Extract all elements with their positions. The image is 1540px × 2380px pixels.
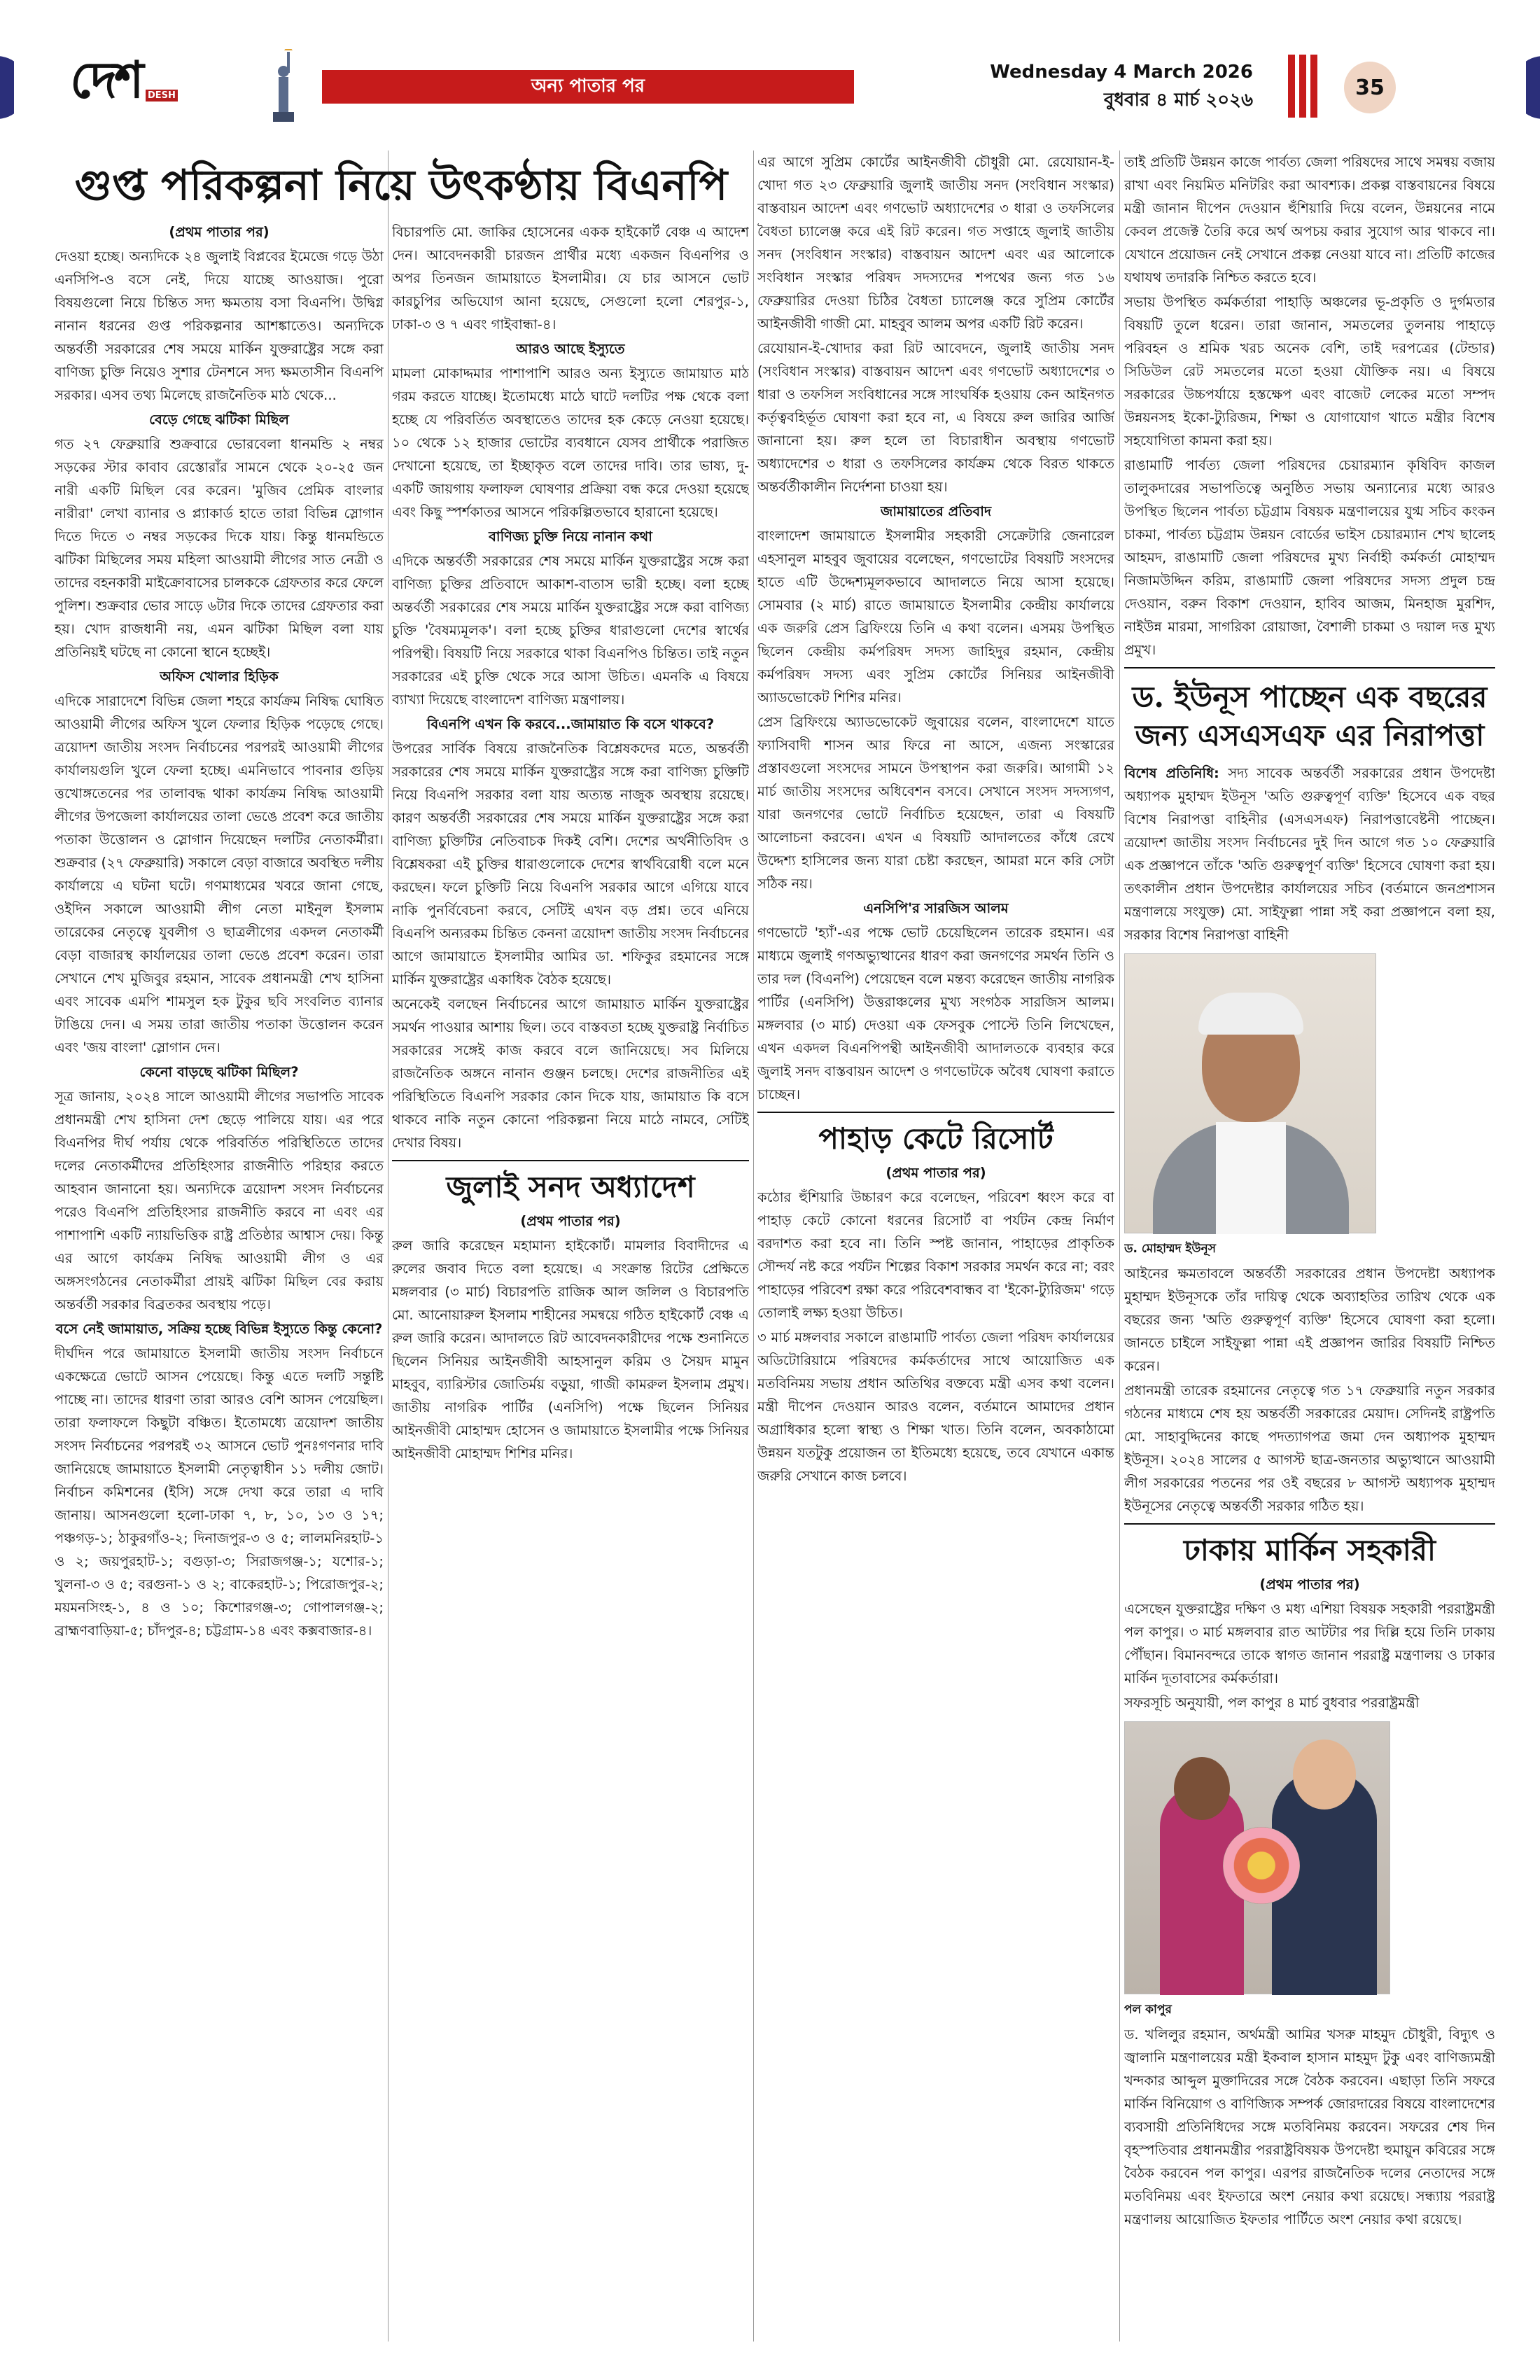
paragraph: প্রধানমন্ত্রী তারেক রহমানের নেতৃত্বে গত ১৭ ফেব্রুয়ারি নতুন সরকার গঠনের মাধ্যমে শেষ হয় অন্তর্বর্তী সরকারের মেয়াদ। সেদিনই রাষ্ট্রপতি মো. সাহাবুদ্দিনের কাছে পদত্যাগপত্র জমা দেন অধ্যাপক মুহাম্মদ ইউনূস। ২০২৪ সালের ৫ আগস্ট ছাত্র-জনতার অভ্যুত্থানে আওয়ামী লীগ সরকারের পতনের পর ওই বছরের ৮ আগস্ট অধ্যাপক মুহাম্মদ ইউনূসের নেতৃত্বে অন্তর্বর্তী সরকার গঠিত হয়। <box>1124 1382 1495 1515</box>
us-assistant-headline[interactable]: ঢাকায় মার্কিন সহকারী <box>1184 1533 1436 1568</box>
page-number: 35 <box>1344 62 1396 113</box>
paragraph: সফরসূচি অনুযায়ী, পল কাপুর ৪ মার্চ বুধবার পররাষ্ট্রমন্ত্রী <box>1124 1694 1420 1711</box>
paragraph: রেযোয়ান-ই-খোদার করা রিট আবেদনে, জুলাই জাতীয় সনদ (সংবিধান সংস্কার) বাস্তবায়ন আদেশ এবং গণভোট অধ্যাদেশের ৩ ধারা ও তফসিল সংবিধানের সঙ্গে সাংঘর্ষিক হওয়ায় কেন আইনগত কর্তৃত্ববহির্ভূত ঘোষণা করা হবে না, এ বিষয়ে রুল জারির আর্জি জানানো হয়। রুল হলে তা বিচারাধীন অবস্থায় গণভোট অধ্যাদেশের ৩ ধারা ও তফসিলের কার্যক্রম থেকে বিরত থাকতে অন্তর্বর্তীকালীন নির্দেশনা চাওয়া হয়। <box>757 340 1114 495</box>
hill-resort-headline[interactable]: পাহাড় কেটে রিসোর্ট <box>818 1121 1054 1156</box>
subheading: বাণিজ্য চুক্তি নিয়ে নানান কথা <box>489 528 652 545</box>
paragraph: তাই প্রতিটি উন্নয়ন কাজে পার্বত্য জেলা পরিষদের সাথে সমন্বয় বজায় রাখা এবং নিয়মিত মনিটরিং করা আবশ্যক। প্রকল্প বাস্তবায়নের বিষয়ে মন্ত্রী জানান দীপেন দেওয়ান হুঁশিয়ারি দিয়ে বলেন, উন্নয়নের নামে কেবল প্রজেক্ট তৈরি করে অর্থ অপচয় করার সুযোগ আর থাকবে না। যেখানে প্রয়োজন নেই সেখানে প্রকল্প নেওয়া যাবে না। প্রতিটি কাজের যথাযথ তদারকি নিশ্চিত করতে হবে। <box>1124 154 1495 286</box>
paragraph: ৩ মার্চ মঙ্গলবার সকালে রাঙামাটি পার্বত্য জেলা পরিষদ কার্যালয়ের অডিটোরিয়ামে পরিষদের কর্মকর্তাদের সাথে আয়োজিত এক মতবিনিময় সভায় প্রধান অতিথির বক্তব্যে মন্ত্রী এসব কথা বলেন। মন্ত্রী দীপেন দেওয়ান আরও বলেন, বর্তমানে আমাদের প্রধান অগ্রাধিকার হলো স্বাস্থ্য ও শিক্ষা খাত। তিনি বলেন, অবকাঠামো উন্নয়ন যতটুকু প্রয়োজন তা ইতিমধ্যে হয়েছে, তবে যেখানে একান্ত জরুরি সেখানে কাজ চলবে। <box>757 1329 1114 1484</box>
date-english: Wednesday 4 March 2026 <box>990 62 1253 83</box>
main-headline[interactable]: গুপ্ত পরিকল্পনা নিয়ে উৎকণ্ঠায় বিএনপি <box>74 161 728 210</box>
yunus-headline[interactable]: ড. ইউনূস পাচ্ছেন এক বছরের জন্য এসএসএফ এর নিরাপত্তা <box>1132 680 1488 752</box>
paragraph: কঠোর হুঁশিয়ারি উচ্চারণ করে বলেছেন, পরিবেশ ধ্বংস করে বা পাহাড় কেটে কোনো ধরনের রিসোর্ট বা পর্যটন কেন্দ্র নির্মাণ বরদাশত করা হবে না। তিনি স্পষ্ট জানান, পাহাড়ের প্রাকৃতিক সৌন্দর্য নষ্ট করে পর্যটন শিল্পের বিকাশ সরকার সমর্থন করে না; বরং পাহাড়ের পরিবেশ রক্ষা করে পরিবেশবান্ধব বা 'ইকো-ট্যুরিজম' গড়ে তোলাই লক্ষ্য হওয়া উচিত। <box>757 1189 1114 1321</box>
photo-caption: ড. মোহাম্মদ ইউনূস <box>1124 1242 1216 1256</box>
kicker: (প্রথম পাতার পর) <box>169 224 270 240</box>
divider <box>1124 1523 1495 1525</box>
subheading: বিএনপি এখন কি করবে...জামায়াত কি বসে থাকবে? <box>426 716 715 732</box>
divider <box>392 1160 749 1161</box>
photo-caption: পল কাপুর <box>1124 2002 1172 2017</box>
column-rule <box>753 150 754 2342</box>
column-3 <box>757 150 1114 2342</box>
statue-of-liberty-icon <box>259 49 308 122</box>
subheading: বেড়ে গেছে ঝটিকা মিছিল <box>149 412 289 428</box>
paragraph: রুল জারি করেছেন মহামান্য হাইকোর্ট। মামলার বিবাদীদের এ রুলের জবাব দিতে বলা হয়েছে। এ সংক্রান্ত রিটের প্রেক্ষিতে মঙ্গলবার (৩ মার্চ) বিচারপতি রাজিক আল জলিল ও বিচারপতি মো. আনোয়ারুল ইসলাম শাহীনের সমন্বয়ে গঠিত হাইকোর্ট বেঞ্চ এ রুল জারি করেন। আদালতে রিট আবেদনকারীদের পক্ষে শুনানিতে ছিলেন সিনিয়র আইনজীবী আহসানুল করিম ও সৈয়দ মামুন মাহবুব, ব্যারিস্টার জোতির্ময় বড়ুয়া, গাজী কামরুল ইসলাম প্রমুখ। জাতীয় নাগরিক পার্টির (এনসিপি) পক্ষে ছিলেন সিনিয়র আইনজীবী মোহাম্মদ হোসেন ও জামায়াতে ইসলামীর পক্ষে সিনিয়র আইনজীবী মোহাম্মদ শিশির মনির। <box>392 1237 749 1462</box>
subheading: জামায়াতের প্রতিবাদ <box>880 503 992 519</box>
paragraph: এদিকে সারাদেশে বিভিন্ন জেলা শহরে কার্যক্রম নিষিদ্ধ ঘোষিত আওয়ামী লীগের অফিস খুলে ফেলার হিড়িক পড়েছে গেছে। ত্রয়োদশ জাতীয় সংসদ নির্বাচনের পরপরই আওয়ামী লীগের কার্যালয়গুলি খুলে ফেলা হচ্ছে। এমনিভাবে পাবনার গুড়িয় ত্তখোঙ্গতেনের পর তালাবদ্ধ থাকা কার্যক্রম নিষিদ্ধ আওয়ামী লীগের উপজেলা কার্যালয়ের তালা ভেঙে প্রবেশ করে জাতীয় পতাকা উত্তোলন ও স্লোগান দিয়েছেন দলটির নেতাকর্মীরা। শুক্রবার (২৭ ফেব্রুয়ারি) সকালে বেড়া বাজারে অবস্থিত দলীয় কার্যালয়ে এ ঘটনা ঘটে। গণমাধ্যমের খবরে জানা গেছে, ওইদিন সকালে আওয়ামী লীগ নেতা মাইনুল ইসলাম তারেকের নেতৃত্বে যুবলীগ ও ছাত্রলীগের একদল নেতাকর্মী বেড়া বাজারস্থ কার্যালয়ের তালা ভেঙে প্রবেশ করেন। তারা সেখানে শেখ মুজিবুর রহমান, সাবেক প্রধানমন্ত্রী শেখ হাসিনা এবং সাবেক এমপি শামসুল হক টুকুর ছবি সংবলিত ব্যানার টাঙিয়ে দেন। এ সময় তারা জাতীয় পতাকা উত্তোলন করেন এবং 'জয় বাংলা' স্লোগান দেন। <box>55 693 384 1056</box>
paragraph: উপরের সার্বিক বিষয়ে রাজনৈতিক বিশ্লেষকদের মতে, অন্তর্বর্তী সরকারের শেষ সময়ে মার্কিন যুক্তরাষ্ট্রের সঙ্গে করা বাণিজ্য চুক্তিটি নিয়ে বিএনপি সরকার বলা যায় অত্যন্ত নাজুক অবস্থায় রয়েছে। কারণ অন্তর্বর্তী সরকারের শেষ সময়ে মার্কিন যুক্তরাষ্ট্রের সঙ্গে করা বাণিজ্য চুক্তিটির নেতিবাচক দিকই বেশি। দেশের অর্থনীতিবিদ ও বিশ্লেষকরা এই চুক্তির ধারাগুলোকে দেশের স্বার্থবিরোধী বলে মনে করছেন। ফলে চুক্তিটি নিয়ে বিএনপি সরকার আগে এগিয়ে যাবে নাকি পুনর্বিবেচনা করবে, সেটিই এখন বড় প্রশ্ন। তবে এনিয়ে বিএনপি অন্যরকম চিন্তিত কেননা ত্রয়োদশ জাতীয় সংসদ নির্বাচনের আগে জামায়াতে ইসলামীর আমির ডা. শফিকুর রহমানের সঙ্গে মার্কিন যুক্তরাষ্ট্রের একাধিক বৈঠক হয়েছে। <box>392 741 749 988</box>
column-rule <box>1119 150 1120 2342</box>
paragraph: মামলা মোকাদ্দমার পাশাপাশি আরও অন্য ইস্যুতে জামায়াত মাঠ গরম করতে যাচ্ছে। ইতোমধ্যে মাঠে ঘাটে দলটির পক্ষ থেকে বলা হচ্ছে যে পরিবর্তিত অবস্থাতেও তাদের হক কেড়ে নেওয়া হয়েছে। ১০ থেকে ১২ হাজার ভোটের ব্যবধানে যেসব প্রার্থীকে পরাজিত দেখানো হয়েছে, তা ইচ্ছাকৃত বলে তাদের দাবি। তার ভাষ্য, দু-একটি জায়গায় ফলাফল ঘোষণার প্রক্রিয়া বন্ধ করে দেওয়া হয়েছে এবং কিছু স্পর্শকাতর আসনে পরিকল্পিতভাবে হারানো হয়েছে। <box>392 365 749 520</box>
paragraph: সূত্র জানায়, ২০২৪ সালে আওয়ামী লীগের সভাপতি সাবেক প্রধানমন্ত্রী শেখ হাসিনা দেশ ছেড়ে পালিয়ে যায়। এর পরে বিএনপির দীর্ঘ পর্যায় থেকে পরিবর্তিত পরিস্থিতিতে তাদের দলের নেতাকর্মীদের প্রতিহিংসার রাজনীতি পরিহার করতে আহবান জানানো হয়। অন্যদিকে ত্রয়োদশ সংসদ নির্বাচনের পরেও বিএনপি প্রতিহিংসার রাজনীতি করবে না এবং এর পাশাপাশি একটি ন্যায়ভিত্তিক রাষ্ট্র প্রতিষ্ঠার আশ্বাস দেয়। কিন্তু এর আগে কার্যক্রম নিষিদ্ধ আওয়ামী লীগ ও এর অঙ্গসংগঠনের নেতাকর্মীরা প্রায়ই ঝটিকা মিছিল বের করায় অন্তর্বর্তী সরকার বিব্রতকর অবস্থায় পড়ে। <box>55 1088 384 1312</box>
date-bengali: বুধবার ৪ মার্চ ২০২৬ <box>1103 90 1253 111</box>
paragraph: গণভোটে 'হ্যাঁ'-এর পক্ষে ভোট চেয়েছিলেন তারেক রহমান। এর মাধ্যমে জুলাই গণঅভ্যুত্থানের ধারণ করা জনগণের সমর্থন তিনি ও তার দল (বিএনপি) পেয়েছেন বলে মন্তব্য করেছেন জাতীয় নাগরিক পার্টির (এনসিপি) উত্তরাঞ্চলের মুখ্য সংগঠক সারজিস আলম। মঙ্গলবার (৩ মার্চ) দেওয়া এক ফেসবুক পোস্টে তিনি লিখেছেন, এখন একদল বিএনপিপন্থী আইনজীবী আদালতকে ব্যবহার করে জুলাই সনদ বাস্তবায়ন আদেশ ও গণভোটকে অবৈধ ঘোষণা করাতে চাচ্ছেন। <box>757 925 1114 1102</box>
kicker: (প্রথম পাতার পর) <box>886 1164 986 1181</box>
july-charter-headline[interactable]: জুলাই সনদ অধ্যাদেশ <box>446 1170 695 1204</box>
newspaper-logo[interactable]: দেশ DESH <box>70 49 182 119</box>
subheading: এনসিপি'র সারজিস আলম <box>863 900 1009 916</box>
subheading: আরও আছে ইস্যুতে <box>516 341 625 357</box>
page-marker-icon <box>1288 55 1324 118</box>
kicker: (প্রথম পাতার পর) <box>1259 1576 1360 1592</box>
left-corner-decoration <box>0 56 28 119</box>
divider <box>1124 667 1495 668</box>
lead-text: সদ্য সাবেক অন্তর্বর্তী সরকারের প্রধান উপদেষ্টা অধ্যাপক মুহাম্মদ ইউনূস 'অতি গুরুত্বপূর্ণ ব্যক্তি' হিসেবে এক বছর বিশেষ নিরাপত্তা বাহিনীর (এসএসএফ) নিরাপত্তাবেষ্টনী পাচ্ছেন। ত্রয়োদশ জাতীয় সংসদ নির্বাচনের দুই দিন আগে গত ১০ ফেব্রুয়ারি এক প্রজ্ঞাপনে তাঁকে 'অতি গুরুত্বপূর্ণ ব্যক্তি' হিসেবে ঘোষণা করা হয়। তৎকালীন প্রধান উপদেষ্টার কার্যালয়ের সচিব (বর্তমানে জনপ্রশাসন মন্ত্রণালয়ে সংযুক্ত) মো. সাইফুল্লা পান্না সই করা প্রজ্ঞাপনে বলা হয়, সরকার বিশেষ নিরাপত্তা বাহিনী <box>1124 765 1495 944</box>
paragraph: দীর্ঘদিন পরে জামায়াতে ইসলামী জাতীয় সংসদ নির্বাচনে একক্ষেত্রে ভোটে আসন পেয়েছে। কিন্তু এতে দলটি সন্তুষ্টি পাচ্ছে না। তাদের ধারণা তারা আরও বেশি আসন পেয়েছিল। তারা ফলাফলে কিছুটা বঞ্চিত। ইতোমধ্যে ত্রয়োদশ জাতীয় সংসদ নির্বাচনের পরপরই ৩২ আসনে ভোট পুনঃগণনার দাবি জানিয়েছে জামায়াতে ইসলামী নেতৃত্বাধীন ১১ দলীয় জোট। নির্বাচন কমিশনের (ইসি) সঙ্গে দেখা করে তারা এ দাবি জানায়। আসনগুলো হলো-ঢাকা ৭, ৮, ১০, ১৩ ও ১৭; পঞ্চগড়-১; ঠাকুরগাঁও-২; দিনাজপুর-৩ ও ৫; লালমনিরহাট-১ ও ২; জয়পুরহাট-১; বগুড়া-৩; সিরাজগঞ্জ-১; যশোর-১; খুলনা-৩ ও ৫; বরগুনা-১ ও ২; বাকেরহাট-১; পিরোজপুর-২; ময়মনসিংহ-১, ৪ ও ১০; কিশোরগঞ্জ-৩; গোপালগঞ্জ-২; ব্রাহ্মণবাড়িয়া-৫; চাঁদপুর-৪; চট্টগ্রাম-১৪ এবং কক্সবাজার-৪। <box>55 1345 384 1639</box>
column-2 <box>392 220 749 2342</box>
column-1 <box>55 220 384 2342</box>
date-block <box>917 62 1253 116</box>
yunus-photo[interactable] <box>1124 953 1376 1233</box>
paragraph: এর আগে সুপ্রিম কোর্টের আইনজীবী চৌধুরী মো. রেযোয়ান-ই-খোদা গত ২৩ ফেব্রুয়ারি জুলাই জাতীয় সনদ (সংবিধান সংস্কার) বাস্তবায়ন আদেশ এবং গণভোট অধ্যাদেশের ৩ ধারা ও তফসিলের বৈধতা চ্যালেঞ্জ করে এই রিট করেন। গত সপ্তাহে জুলাই জাতীয় সনদ (সংবিধান সংস্কার) বাস্তবায়ন আদেশ এবং এর আলোকে সংবিধান সংস্কার পরিষদ সদস্যদের শপথের জন্য গত ১৬ ফেব্রুয়ারির দেওয়া চিঠির বৈধতা চ্যালেঞ্জ করে সুপ্রিম কোর্টের আইনজীবী গাজী মো. মাহবুব আলম অপর একটি রিট করেন। <box>757 154 1114 332</box>
paragraph: ড. খলিলুর রহমান, অর্থমন্ত্রী আমির খসরু মাহমুদ চৌধুরী, বিদ্যুৎ ও জ্বালানি মন্ত্রণালয়ের মন্ত্রী ইকবাল হাসান মাহমুদ টুকু এবং বাণিজ্যমন্ত্রী খন্দকার আব্দুল মুক্তাদিরের সঙ্গে বৈঠক করবেন। এছাড়া তিনি সফরে মার্কিন বিনিয়োগ ও বাণিজ্যিক সম্পর্ক জোরদারের বিষয়ে বাংলাদেশের ব্যবসায়ী প্রতিনিধিদের সঙ্গে মতবিনিময় করবেন। সফরের শেষ দিন বৃহস্পতিবার প্রধানমন্ত্রীর পররাষ্ট্রবিষয়ক উপদেষ্টা হুমায়ুন কবিরের সঙ্গে বৈঠক করবেন পল কাপুর। এরপর রাজনৈতিক দলের নেতাদের সঙ্গে মতবিনিময় এবং ইফতারে অংশ নেয়ার কথা রয়েছে। সন্ধ্যায় পররাষ্ট্র মন্ত্রণালয় আয়োজিত ইফতার পার্টিতে অংশ নেয়ার কথা রয়েছে। <box>1124 2026 1495 2227</box>
paragraph <box>1124 762 1495 946</box>
paragraph: আইনের ক্ষমতাবলে অন্তর্বর্তী সরকারের প্রধান উপদেষ্টা অধ্যাপক মুহাম্মদ ইউনূসকে তাঁর দায়িত্ব থেকে অব্যাহতির তারিখ থেকে এক বছরের জন্য 'অতি গুরুত্বপূর্ণ ব্যক্তি' হিসেবে ঘোষণা করা হলো। জানতে চাইলে সাইফুল্লা পান্না এই প্রজ্ঞাপন জারির বিষয়টি নিশ্চিত করেন। <box>1124 1266 1495 1375</box>
paragraph: এদিকে অন্তর্বর্তী সরকারের শেষ সময়ে মার্কিন যুক্তরাষ্ট্রের সঙ্গে করা বাণিজ্য চুক্তির প্রতিবাদে আকাশ-বাতাস ভারী হচ্ছে। বলা হচ্ছে অন্তর্বর্তী সরকারের শেষ সময়ে মার্কিন যুক্তরাষ্ট্রের সঙ্গে করা বাণিজ্য চুক্তি 'বৈষম্যমূলক'। বলা হচ্ছে চুক্তির ধারাগুলো দেশের স্বার্থের পরিপন্থী। বিষয়টি নিয়ে সরকারে থাকা বিএনপিও চিন্তিত। তাই নতুন সরকারের এই চুক্তি থেকে সরে আসা উচিত। এমনকি এ বিষয়ে ব্যাখ্যা দিয়েছে বাংলাদেশ বাণিজ্য মন্ত্রণালয়। <box>392 553 749 708</box>
divider <box>757 1112 1114 1113</box>
paul-kapur-photo[interactable] <box>1124 1721 1390 1994</box>
paragraph: বিচারপতি মো. জাকির হোসেনের একক হাইকোর্ট বেঞ্চ এ আদেশ দেন। আবেদনকারী চারজন প্রার্থীর মধ্যে একজন বিএনপির ও অপর তিনজন জামায়াতে ইসলামীর। যে চার আসনে ভোট কারচুপির অভিযোগ আনা হয়েছে, সেগুলো হলো শেরপুর-১, ঢাকা-৩ ও ৭ এবং গাইবান্ধা-৪। <box>392 224 749 332</box>
column-4 <box>1124 150 1495 2342</box>
subheading: অফিস খোলার হিড়িক <box>160 668 279 685</box>
right-corner-decoration <box>1512 56 1540 119</box>
lead-label: বিশেষ প্রতিনিধি: <box>1124 765 1219 782</box>
subheading: কেনো বাড়ছে ঝটিকা মিছিল? <box>139 1064 299 1080</box>
paragraph: এসেছেন যুক্তরাষ্ট্রের দক্ষিণ ও মধ্য এশিয়া বিষয়ক সহকারী পররাষ্ট্রমন্ত্রী পল কাপুর। ৩ মার্চ মঙ্গলবার রাত আটটার পর দিল্লি হয়ে তিনি ঢাকায় পৌঁছান। বিমানবন্দরে তাকে স্বাগত জানান পররাষ্ট্র মন্ত্রণালয় ও ঢাকার মার্কিন দূতাবাসের কর্মকর্তারা। <box>1124 1600 1495 1686</box>
masthead <box>28 49 1512 126</box>
paragraph: গত ২৭ ফেব্রুয়ারি শুক্রবারে ভোরবেলা ধানমন্ডি ২ নম্বর সড়কের স্টার কাবাব রেস্তোরাঁর সামনে থেকে ২০-২৫ জন নারী একটি মিছিল বের করেন। 'মুজিব প্রেমিক বাংলার নারীরা' লেখা ব্যানার ও প্ল্যাকার্ড হাতে তারা বিভিন্ন স্লোগান দিতে দিতে ৩ নম্বর সড়কের দিকে যায়। কিন্তু ধানমন্ডিতে ঝটিকা মিছিলের সময় মহিলা আওয়ামী লীগের সাত নেত্রী ও তাদের বহনকারী মাইক্রোবাসের চালককে গ্রেফতার করে ফেলে পুলিশ। শুক্রবার ভোর সাড়ে ৬টার দিকে তাদের গ্রেফতার করা হয়। খোদ রাজধানী নয়, এমন ঝটিকা মিছিল বলা যায় প্রতিনিয়ই ঘটছে না কোনো স্থানে হচ্ছেই। <box>55 436 384 660</box>
kicker: (প্রথম পাতার পর) <box>520 1212 621 1229</box>
section-ribbon: অন্য পাতার পর <box>322 70 854 104</box>
paragraph: প্রেস ব্রিফিংয়ে অ্যাডভোকেট জুবায়ের বলেন, বাংলাদেশে যাতে ফ্যাসিবাদী শাসন আর ফিরে না আসে, এজন্য সংস্কারের প্রস্তাবগুলো সংসদের সামনে উপস্থাপন করা জরুরি। আগামী ১২ মার্চ জাতীয় সংসদের অধিবেশন বসবে। সেখানে সংসদ সদস্যগণ, যারা জনগণের ভোটে নির্বাচিত হয়েছেন, তারা এ বিষয়টি আলোচনা করবেন। এখন এ বিষয়টি আদালতের কাঁধে রেখে উদ্দেশ্য হাসিলের জন্য যারা চেষ্টা করছেন, আমরা মনে করি সেটা সঠিক নয়। <box>757 714 1114 892</box>
paragraph: দেওয়া হচ্ছে। অন্যদিকে ২৪ জুলাই বিপ্লবের ইমেজে গড়ে উঠা এনসিপি-ও বসে নেই, দিয়ে যাচ্ছে আওয়াজ। পুরো বিষয়গুলো নিয়ে চিন্তিত সদ্য ক্ষমতায় বসা বিএনপি। উদ্বিগ্ন নানান ধরনের গুপ্ত পরিকল্পনার আশঙ্কাতেও। অন্যদিকে অন্তর্বর্তী সরকারের শেষ সময়ে মার্কিন যুক্তরাষ্ট্রের সঙ্গে করা বাণিজ্য চুক্তি নিয়েও সুশার টেনশনে সদ্য ক্ষমতাসীন বিএনপি সরকার। এসব তথ্য মিলেছে রাজনৈতিক মাঠ থেকে... <box>55 248 384 403</box>
paragraph: সভায় উপস্থিত কর্মকর্তারা পাহাড়ি অঞ্চলের ভূ-প্রকৃতি ও দুর্গমতার বিষয়টি তুলে ধরেন। তারা জানান, সমতলের তুলনায় পাহাড়ে পরিবহন ও শ্রমিক খরচ অনেক বেশি, তাই দরপত্রের (টেন্ডার) সিডিউল রেট সমতলের মতো হওয়া যৌক্তিক নয়। এ বিষয়ে সরকারের উচ্চপর্যায়ে হস্তক্ষেপ এবং বাজেট লেকের মতো সম্পদ উন্নয়নসহ ইকো-ট্যুরিজম, শিক্ষা ও যোগাযোগ খাতে মন্ত্রীর বিশেষ সহযোগিতা কামনা করা হয়। <box>1124 294 1495 449</box>
paragraph: বাংলাদেশ জামায়াতে ইসলামীর সহকারী সেক্রেটারি জেনারেল এহসানুল মাহবুব জুবায়ের বলেছেন, গণভোটের বিষয়টি সংসদের হাতে এটি উদ্দেশ্যমূলকভাবে আদালতে নিয়ে আসা হয়েছে। সোমবার (২ মার্চ) রাতে জামায়াতে ইসলামীর কেন্দ্রীয় কার্যালয়ে এক জরুরি প্রেস ব্রিফিংয়ে তিনি এ কথা বলেন। এসময় উপস্থিত ছিলেন কেন্দ্রীয় কর্মপরিষদ সদস্য জাহিদুর রহমান, কেন্দ্রীয় কর্মপরিষদ সদস্য এবং সুপ্রিম কোর্টের সিনিয়র আইনজীবী অ্যাডভোকেট শিশির মনির। <box>757 528 1114 706</box>
subheading: বসে নেই জামায়াত, সক্রিয় হচ্ছে বিভিন্ন ইস্যুতে কিন্তু কেনো? <box>55 1321 383 1337</box>
paragraph: অনেকেই বলছেন নির্বাচনের আগে জামায়াত মার্কিন যুক্তরাষ্ট্রের সমর্থন পাওয়ার আশায় ছিল। তবে বাস্তবতা হচ্ছে যুক্তরাষ্ট্র নির্বাচিত সরকারের সঙ্গেই কাজ করবে বলে জানিয়েছে। সব মিলিয়ে রাজনৈতিক অঙ্গনে নানান গুঞ্জন চলছে। দেশের রাজনীতির এই পরিস্থিতিতে বিএনপি সরকার কোন দিকে যায়, জামায়াত কি বসে থাকবে নাকি নতুন কোনো পরিকল্পনা নিয়ে মাঠে নামবে, সেটিই দেখার বিষয়। <box>392 996 749 1151</box>
paragraph: রাঙামাটি পার্বত্য জেলা পরিষদের চেয়ারম্যান কৃষিবিদ কাজল তালুকদারের সভাপতিত্বে অনুষ্ঠিত সভায় অন্যান্যের মধ্যে আরও উপস্থিত ছিলেন পার্বত্য চট্টগ্রাম বিষয়ক মন্ত্রণালয়ের যুগ্ম সচিব কংকন চাকমা, পার্বত্য চট্টগ্রাম উন্নয়ন বোর্ডের ভাইস চেয়ারম্যান শেখ ছালেহ আহমদ, রাঙামাটি জেলা পরিষদের মুখ্য নির্বাহী কর্মকর্তা মোহাম্মদ নিজামউদ্দিন করিম, রাঙামাটি জেলা পরিষদের সদস্য প্রদুল চন্দ্র দেওয়ান, বরুন বিকাশ দেওয়ান, হাবিব আজম, মিনহাজ মুরশিদ, নাইউন্ন মারমা, সাগরিকা রোয়াজা, বৈশালী চাকমা ও দয়াল দত্ত মুখ্য প্রমুখ। <box>1124 457 1495 658</box>
